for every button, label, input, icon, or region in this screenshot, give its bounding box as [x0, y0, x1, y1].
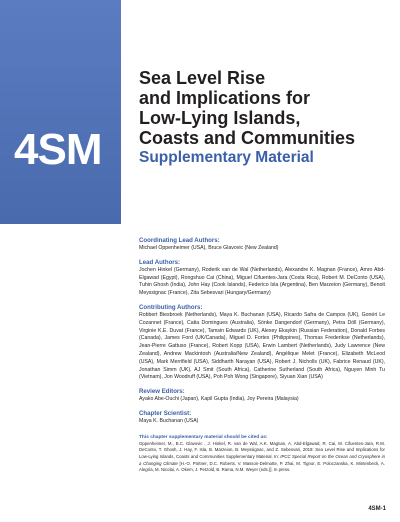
chapter-scientist-section — [139, 410, 385, 426]
chapter-title-line-4: Coasts and Communities — [139, 128, 356, 148]
citation-text-part: Oppenheimer, M., B.C. Glavovic , J. Hinkel, R. van de Wal, A.K. Magnan, A. Abd-Elgawad, R. Cai, M. Cifuentes-Jara, R.M. DeConto, T. Ghosh, J. Hay, F. Isla, B. Marzeion, B. Meyssignac, and Z. Sebesvari, 2019: Sea Level Rise and Implications for Low-Lying Islands, Coasts and Communities Supplementary Material. In: — [139, 440, 385, 459]
chapter-tab — [0, 0, 121, 224]
citation-text-part: [H.-O. Pörtner, D.C. Roberts, V. Masson-Delmotte, P. Zhai, M. Tignor, E. Poloczanska, K. Mintenbeck, A. Alegría, M. Nicolai, A. Okem, J. Petzold, B. Rama, N.M. Weyer (eds.)]. In press. — [139, 460, 385, 473]
citation-text — [139, 441, 385, 474]
chapter-title-line-1: Sea Level Rise — [139, 68, 266, 88]
section-body: Robbert Biesbroek (Netherlands), Maya K. Buchanan (USA), Ricardo Safra de Campos (UK), Gonéri Le Cozannet (France), Catia Domingues (Australia), Sönke Dangendorf (Germany), Petra Döll (Germany), Virginie K.E. Duvat (France), Tamsin Edwards (UK), Alexey Ekaykin (Russian Federation), Donald Forbes (Canada), James Ford (UK/Canada), Miguel D. Fortes (Philippines), Thomas Frederikse (Netherlands), Jean-Pierre Gattuso (France), Robert Kopp (USA), Erwin Lambert (Netherlands), Judy Lawrence (New Zealand), Andrew Mackintosh (Australia/New Zealand), Angélique Melet (France), Elizabeth McLeod (USA), Mark Merrifield (USA), Siddharth Narayan (USA), Robert J. Nicholls (UK), Fabrice Renaud (UK), Jonathan Simm (UK), AJ Smit (South Africa), Catherine Sutherland (South Africa), Nguyen Minh Tu (Vietnam), Jon Woodruff (USA), Poh Poh Wong (Singapore), Siyuan Xian (USA) — [139, 311, 385, 381]
citation-block — [139, 434, 385, 474]
section-body: Michael Oppenheimer (USA), Bruce Glavovic (New Zealand) — [139, 245, 279, 251]
page-number: 4SM-1 — [368, 506, 386, 512]
chapter-subtitle: Supplementary Material — [139, 149, 314, 166]
section-body: Ayako Abe-Ouchi (Japan), Kapil Gupta (India), Joy Pereira (Malaysia) — [139, 396, 299, 403]
section-body: Jochen Hinkel (Germany), Roderik van de Wal (Netherlands), Alexandre K. Magnan (France), Amro Abd-Elgawad (Egypt), Rongshuo Cai (China), Miguel Cifuentes-Jara (Costa Rica), Robert M. DeConto (USA), Tuhin Ghosh (India), John Hay (Cook Islands), Federico Isla (Argentina), Ben Marzeion (Germany), Benoit Meyssignac (France), Zita Sebesvari (Hungary/Germany) — [139, 266, 385, 297]
chapter-title-block — [139, 68, 389, 168]
section-heading: Lead Authors: — [139, 258, 181, 266]
section-heading: Chapter Scientist: — [139, 409, 192, 417]
lead-authors-section — [139, 259, 385, 298]
chapter-title-line-2: and Implications for — [139, 88, 311, 108]
section-heading: Review Editors: — [139, 388, 185, 396]
citation-report-title: IPCC Special Report on the Ocean and Cryosphere in a Changing Climate — [139, 453, 385, 466]
section-heading: Contributing Authors: — [139, 303, 203, 311]
chapter-number: 4SM — [14, 125, 102, 174]
author-list — [139, 237, 385, 474]
section-body: Maya K. Buchanan (USA) — [139, 417, 199, 424]
chapter-title-line-3: Low-Lying Islands, — [139, 108, 301, 128]
contributing-authors-section — [139, 304, 385, 382]
coordinating-lead-authors-section — [139, 237, 385, 253]
section-heading: Coordinating Lead Authors: — [139, 237, 220, 244]
review-editors-section — [139, 388, 385, 404]
citation-heading: This chapter supplementary material should be cited as: — [139, 434, 268, 440]
